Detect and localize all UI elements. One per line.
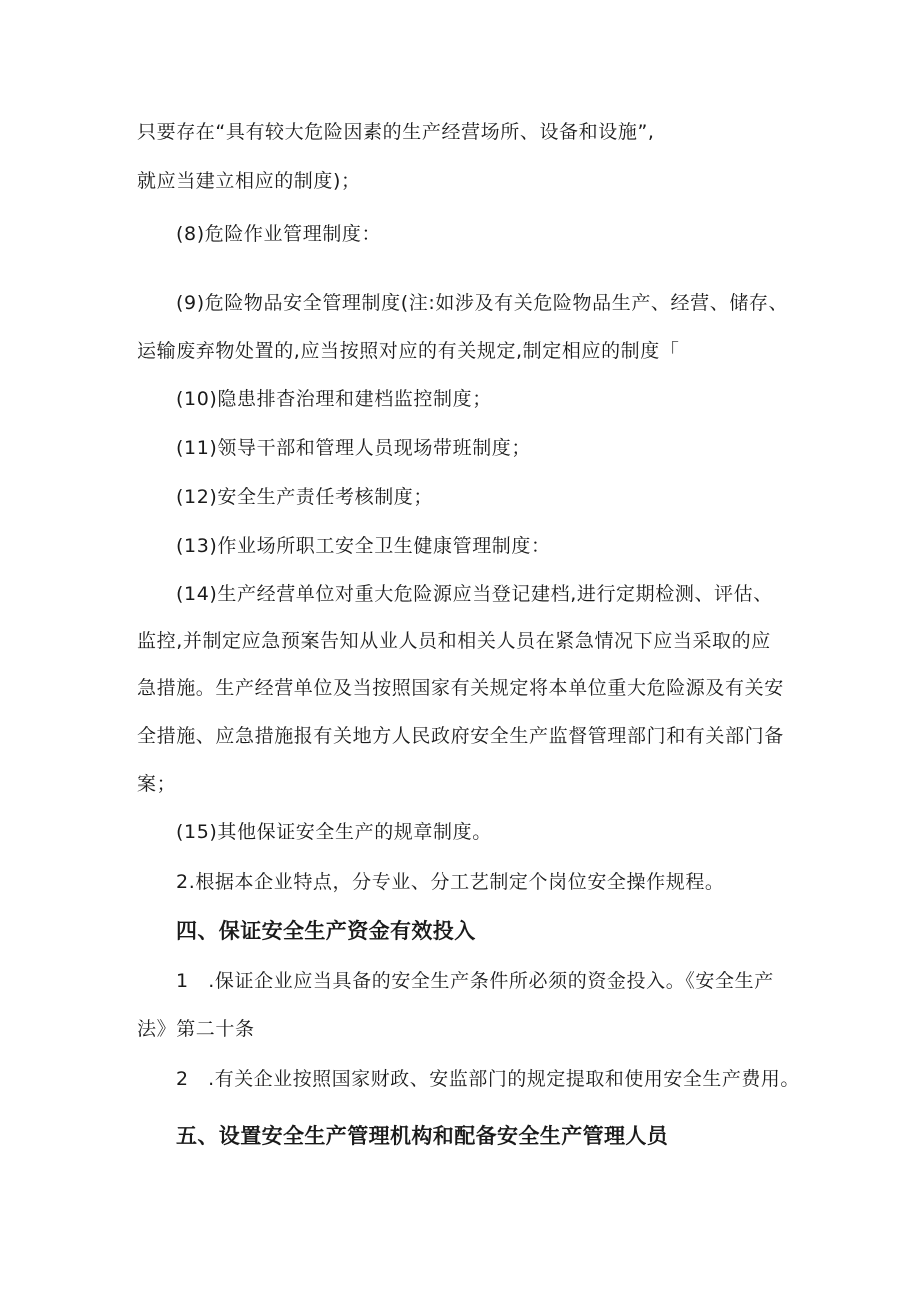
text-line: (12)安全生产责任考核制度； (176, 486, 434, 508)
text-line: 运输废弃物处置的,应当按照对应的有关规定,制定相应的制度「 (137, 340, 680, 362)
text-line: (8)危险作业管理制度： (176, 223, 382, 245)
text-line: 2.根据本企业特点，分专业、分工艺制定个岗位安全操作规程。 (176, 871, 725, 893)
text-line: (14)生产经营单位对重大危险源应当登记建档,进行定期检测、评估、 (176, 583, 773, 605)
text-line: 就应当建立相应的制度)； (137, 170, 361, 192)
text-line: (15)其他保证安全生产的规章制度。 (176, 821, 492, 843)
text-line: 案； (137, 773, 177, 795)
text-line: 1 .保证企业应当具备的安全生产条件所必须的资金投入。《安全生产 (176, 970, 774, 992)
text-line: 监控,并制定应急预案告知从业人员和相关人员在紧急情况下应当采取的应 (137, 630, 771, 652)
text-line: 2 .有关企业按照国家财政、安监部门的规定提取和使用安全生产费用。 (176, 1068, 800, 1090)
text-line: (13)作业场所职工安全卫生健康管理制度： (176, 535, 551, 557)
text-line: 急措施。生产经营单位及当按照国家有关规定将本单位重大危险源及有关安 (137, 677, 784, 699)
text-line: (11)领导干部和管理人员现场带班制度； (176, 437, 532, 459)
text-line: 全措施、应急措施报有关地方人民政府安全生产监督管理部门和有关部门备 (137, 725, 784, 747)
text-line: 只要存在“具有较大危险因素的生产经营场所、设备和设施”, (137, 121, 655, 143)
section-heading: 五、设置安全生产管理机构和配备安全生产管理人员 (176, 1124, 669, 1148)
text-line: 法》第二十条 (137, 1018, 255, 1040)
text-line: (10)隐患排杳治理和建档监控制度； (176, 388, 492, 410)
text-line: (9)危险物品安全管理制度(注:如涉及有关危险物品生产、经营、储存、 (176, 292, 789, 314)
section-heading: 四、保证安全生产资金有效投入 (176, 919, 476, 943)
